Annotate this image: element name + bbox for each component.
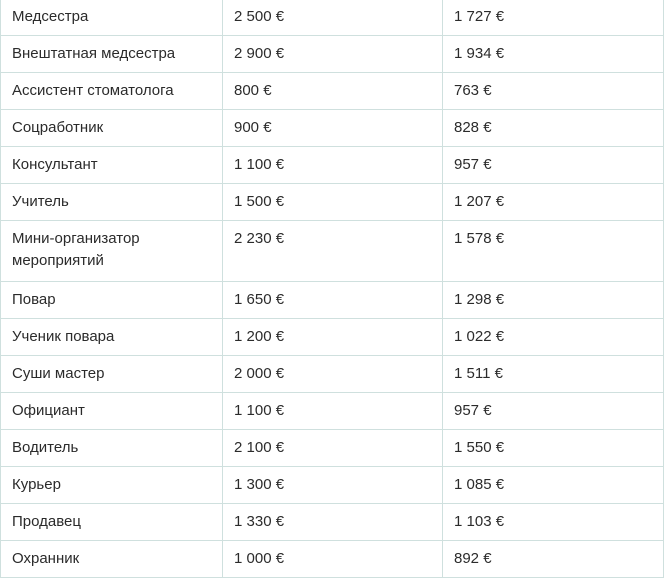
- net-salary-cell: 1 298 €: [443, 282, 664, 319]
- table-row: [1, 541, 664, 578]
- gross-salary-cell: 1 200 €: [223, 319, 443, 356]
- table-row: [1, 467, 664, 504]
- profession-cell: Охранник: [1, 541, 223, 578]
- profession-cell: Повар: [1, 282, 223, 319]
- gross-salary-cell: 2 100 €: [223, 430, 443, 467]
- profession-cell: Суши мастер: [1, 356, 223, 393]
- net-salary-cell: 1 207 €: [443, 184, 664, 221]
- net-salary-cell: 1 022 €: [443, 319, 664, 356]
- net-salary-cell: 1 727 €: [443, 0, 664, 36]
- profession-cell: Ассистент стоматолога: [1, 73, 223, 110]
- gross-salary-cell: 800 €: [223, 73, 443, 110]
- net-salary-cell: 1 085 €: [443, 467, 664, 504]
- gross-salary-cell: 1 100 €: [223, 147, 443, 184]
- profession-cell: Учитель: [1, 184, 223, 221]
- net-salary-cell: 957 €: [443, 147, 664, 184]
- net-salary-cell: 1 511 €: [443, 356, 664, 393]
- gross-salary-cell: 2 500 €: [223, 0, 443, 36]
- gross-salary-cell: 1 500 €: [223, 184, 443, 221]
- profession-cell: Консультант: [1, 147, 223, 184]
- gross-salary-cell: 2 900 €: [223, 36, 443, 73]
- net-salary-cell: 892 €: [443, 541, 664, 578]
- table-row: [1, 221, 664, 282]
- table-row: [1, 147, 664, 184]
- net-salary-cell: 763 €: [443, 73, 664, 110]
- gross-salary-cell: 900 €: [223, 110, 443, 147]
- profession-cell: Курьер: [1, 467, 223, 504]
- net-salary-cell: 1 550 €: [443, 430, 664, 467]
- gross-salary-cell: 1 650 €: [223, 282, 443, 319]
- net-salary-cell: 1 578 €: [443, 221, 664, 282]
- table-row: [1, 282, 664, 319]
- profession-cell: Мини-организатор мероприятий: [1, 221, 223, 282]
- profession-cell: Медсестра: [1, 0, 223, 36]
- table-row: [1, 110, 664, 147]
- table-row: [1, 504, 664, 541]
- gross-salary-cell: 1 300 €: [223, 467, 443, 504]
- gross-salary-cell: 1 000 €: [223, 541, 443, 578]
- table-row: [1, 73, 664, 110]
- table-row: [1, 319, 664, 356]
- table-row: [1, 0, 664, 36]
- profession-cell: Официант: [1, 393, 223, 430]
- gross-salary-cell: 1 330 €: [223, 504, 443, 541]
- profession-cell: Внештатная медсестра: [1, 36, 223, 73]
- table-row: [1, 356, 664, 393]
- salary-table-body: [1, 0, 664, 578]
- net-salary-cell: 1 103 €: [443, 504, 664, 541]
- table-row: [1, 430, 664, 467]
- profession-cell: Соцработник: [1, 110, 223, 147]
- table-row: [1, 36, 664, 73]
- gross-salary-cell: 1 100 €: [223, 393, 443, 430]
- net-salary-cell: 1 934 €: [443, 36, 664, 73]
- gross-salary-cell: 2 230 €: [223, 221, 443, 282]
- net-salary-cell: 957 €: [443, 393, 664, 430]
- table-row: [1, 184, 664, 221]
- profession-cell: Ученик повара: [1, 319, 223, 356]
- profession-cell: Водитель: [1, 430, 223, 467]
- profession-cell: Продавец: [1, 504, 223, 541]
- gross-salary-cell: 2 000 €: [223, 356, 443, 393]
- table-row: [1, 393, 664, 430]
- net-salary-cell: 828 €: [443, 110, 664, 147]
